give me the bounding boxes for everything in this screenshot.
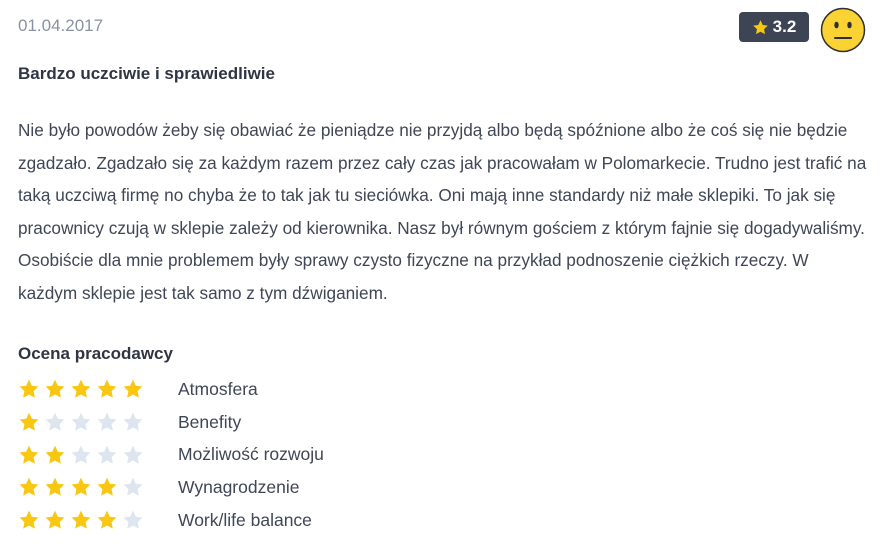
star-empty-icon (96, 411, 118, 433)
star-filled-icon (18, 378, 40, 400)
star-rating (18, 476, 178, 498)
rating-row (18, 406, 324, 439)
star-empty-icon (122, 444, 144, 466)
star-filled-icon (96, 378, 118, 400)
star-filled-icon (70, 476, 92, 498)
neutral-face-icon (820, 7, 866, 53)
rating-value: 3.2 (772, 17, 797, 36)
rating-label: Wynagrodzenie (178, 476, 300, 497)
star-rating (18, 509, 178, 531)
star-empty-icon (122, 476, 144, 498)
star-empty-icon (96, 444, 118, 466)
star-filled-icon (44, 509, 66, 531)
rating-row (18, 373, 324, 406)
star-filled-icon (18, 444, 40, 466)
star-empty-icon (44, 411, 66, 433)
star-empty-icon (122, 509, 144, 531)
rating-label: Work/life balance (178, 509, 312, 530)
rating-badge (739, 12, 809, 42)
star-filled-icon (44, 444, 66, 466)
review-title: Bardzo uczciwie i sprawiedliwie (18, 64, 275, 83)
star-filled-icon (18, 509, 40, 531)
star-icon (752, 19, 769, 36)
star-filled-icon (70, 509, 92, 531)
star-rating (18, 411, 178, 433)
rating-label: Atmosfera (178, 378, 258, 399)
star-empty-icon (70, 444, 92, 466)
star-rating (18, 378, 178, 400)
rating-row (18, 471, 324, 504)
rating-label: Możliwość rozwoju (178, 444, 324, 465)
star-empty-icon (70, 411, 92, 433)
star-empty-icon (122, 411, 144, 433)
employer-rating-list (18, 373, 324, 536)
star-filled-icon (122, 378, 144, 400)
star-filled-icon (70, 378, 92, 400)
star-filled-icon (96, 509, 118, 531)
star-filled-icon (18, 411, 40, 433)
rating-row (18, 504, 324, 537)
employer-rating-title: Ocena pracodawcy (18, 344, 173, 363)
star-rating (18, 444, 178, 466)
star-filled-icon (18, 476, 40, 498)
review-date: 01.04.2017 (18, 16, 104, 35)
star-filled-icon (44, 476, 66, 498)
rating-label: Benefity (178, 411, 242, 432)
star-filled-icon (44, 378, 66, 400)
star-filled-icon (96, 476, 118, 498)
rating-row (18, 438, 324, 471)
review-body: Nie było powodów żeby się obawiać że pieniądze nie przyjdą albo będą spóźnione albo że coś się nie będzie zgadzało. Zgadzało się za każdym razem przez cały czas jak pracowałam w Polomarkecie. Trudno jest trafić na taką uczciwą firmę no chyba że to tak jak tu sieciówka. Oni mają inne standardy niż małe sklepiki. To jak się pracownicy czują w sklepie zależy od kierownika. Nasz był równym gościem z którym fajnie się dogadywaliśmy. Osobiście dla mnie problemem były sprawy czysto fizyczne na przykład podnoszenie ciężkich rzeczy. W każdym sklepie jest tak samo z tym dźwiganiem. (18, 120, 867, 303)
